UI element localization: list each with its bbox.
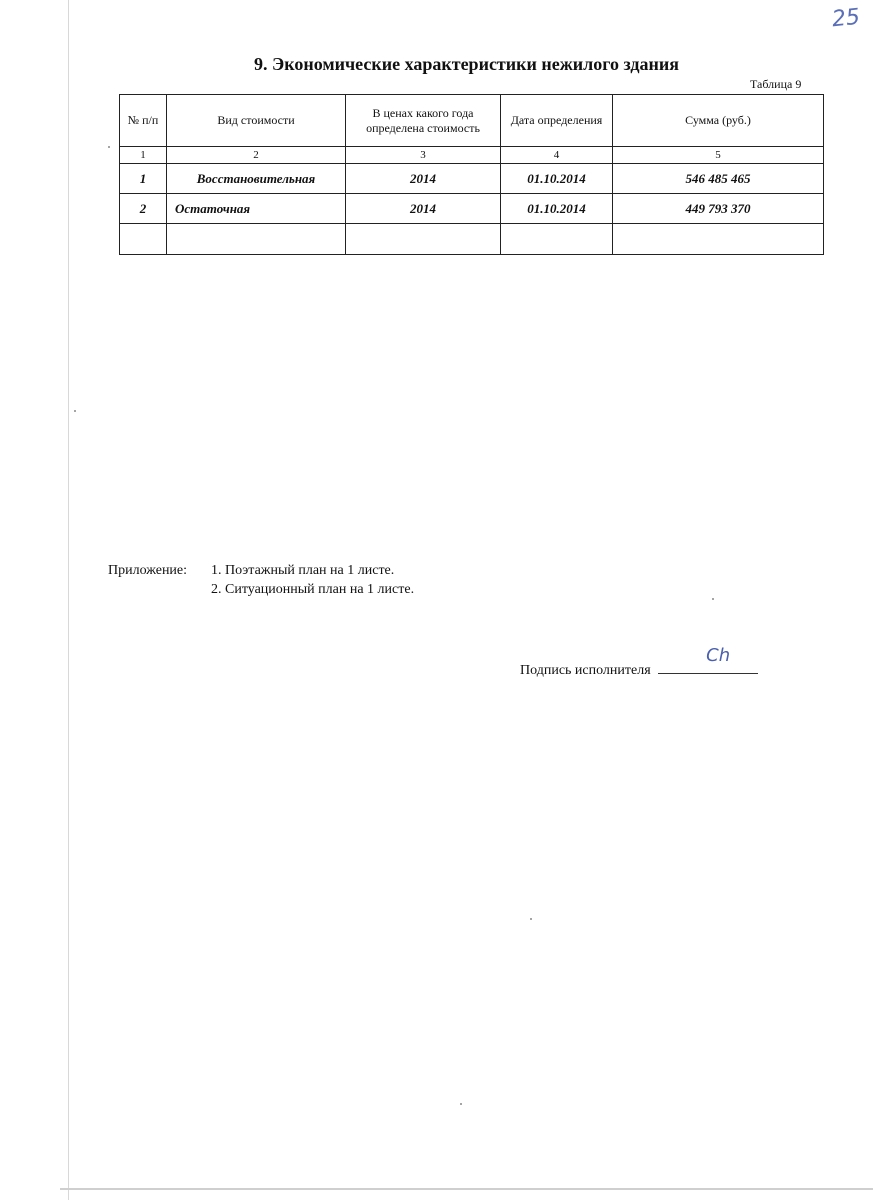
empty-cell: [501, 224, 613, 255]
appendix-label-spacer: [108, 580, 211, 599]
price-year: 2014: [346, 194, 501, 224]
page-edge: [68, 0, 69, 1200]
column-number: 5: [613, 147, 824, 164]
empty-cell: [167, 224, 346, 255]
scan-speck: [108, 146, 110, 148]
scan-speck: [530, 918, 532, 920]
appendix-item: 1. Поэтажный план на 1 листе.: [211, 563, 395, 578]
empty-table-row: [120, 224, 824, 255]
appendix-block: [108, 561, 414, 599]
section-title: 9. Экономические характеристики нежилого здания: [254, 54, 679, 74]
header-cell-price-year: В ценах какого года определена стоимость: [346, 95, 501, 147]
scan-speck: [460, 1103, 462, 1105]
signature-label: Подпись исполнителя: [520, 663, 651, 678]
empty-cell: [613, 224, 824, 255]
signature-field: [658, 645, 758, 674]
scan-speck: [712, 598, 714, 600]
table-row: [120, 164, 824, 194]
valuation-date: 01.10.2014: [501, 164, 613, 194]
table-row: [120, 194, 824, 224]
signature-block: [520, 645, 758, 679]
handwritten-page-number: 25: [830, 4, 862, 33]
value-sum: 546 485 465: [613, 164, 824, 194]
table-header-row: [120, 95, 824, 147]
column-number: 2: [167, 147, 346, 164]
value-type: Остаточная: [167, 194, 346, 224]
handwritten-signature: Сh: [706, 645, 731, 666]
valuation-date: 01.10.2014: [501, 194, 613, 224]
column-number: 4: [501, 147, 613, 164]
header-cell-number: № п/п: [120, 95, 167, 147]
table-caption: Таблица 9: [750, 77, 802, 91]
value-sum: 449 793 370: [613, 194, 824, 224]
appendix-label: Приложение:: [108, 563, 188, 578]
row-number: 2: [120, 194, 167, 224]
column-number: 1: [120, 147, 167, 164]
empty-cell: [346, 224, 501, 255]
row-number: 1: [120, 164, 167, 194]
economic-characteristics-table: [119, 94, 824, 255]
value-type: Восстановительная: [167, 164, 346, 194]
page-edge-bottom: [60, 1188, 873, 1190]
header-cell-sum: Сумма (руб.): [613, 95, 824, 147]
header-cell-date: Дата определения: [501, 95, 613, 147]
header-cell-value-type: Вид стоимости: [167, 95, 346, 147]
column-number: 3: [346, 147, 501, 164]
scan-speck: [74, 410, 76, 412]
appendix-item: 2. Ситуационный план на 1 листе.: [211, 582, 415, 597]
empty-cell: [120, 224, 167, 255]
price-year: 2014: [346, 164, 501, 194]
column-number-row: [120, 147, 824, 164]
